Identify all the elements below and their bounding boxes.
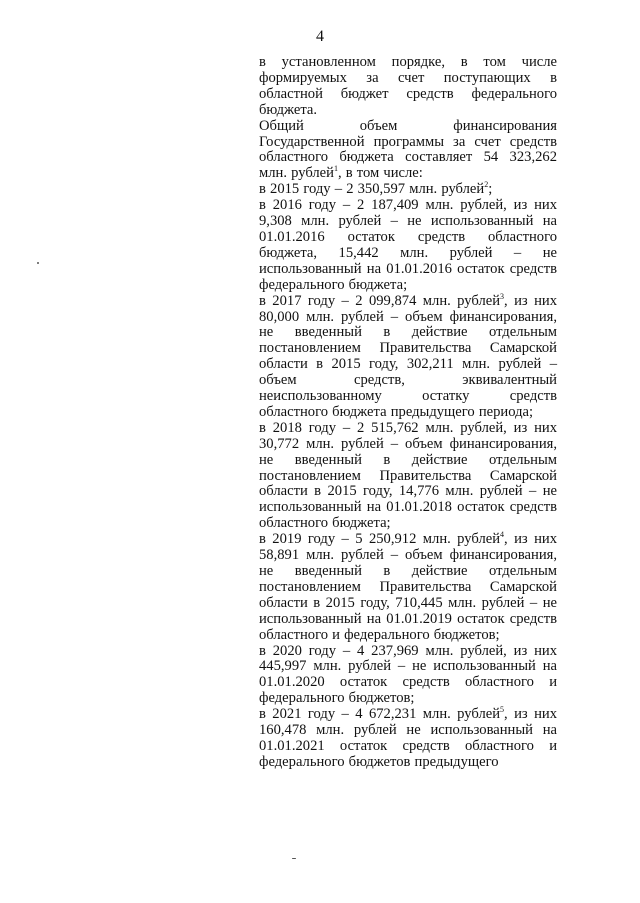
scan-speck [292,858,296,859]
document-body [259,55,557,771]
paragraph-year-2016 [259,198,557,293]
paragraph-text: в 2018 году – 2 515,762 млн. рублей, из них 30,772 млн. рублей – объем финансирования, не введенный в действие отдельным постановлением Правительства Самарской области в 2015 году, 14,776 млн. рублей – не использованный на 01.01.2018 остаток средств областного бюджета; [259,419,557,532]
paragraph-text: в 2020 году – 4 237,969 млн. рублей, из них 445,997 млн. рублей – не использованный на 01.01.2020 остаток средств областного и федерального бюджетов; [259,642,557,707]
paragraph-text: в 2019 году – 5 250,912 млн. рублей [259,531,501,548]
paragraph-tail: , в том числе: [337,165,423,182]
footnote-mark[interactable]: 1 [333,164,338,174]
page-number: 4 [316,28,324,45]
paragraph-text: Общий объем финансирования Государственной программы за счет средств областного бюджета составляет 54 323,262 млн. рублей [259,117,557,182]
paragraph-text: в 2016 году – 2 187,409 млн. рублей, из них 9,308 млн. рублей – не использованный на 01.01.2016 остаток средств областного бюджета, 15,442 млн. рублей – не использованный на 01.01.2016 остаток средств федерального бюджета; [259,197,557,293]
paragraph-text: в 2021 году – 4 672,231 млн. рублей [259,706,501,723]
paragraph-text: в 2017 году – 2 099,874 млн. рублей [259,292,501,309]
footnote-mark[interactable]: 5 [500,705,505,715]
paragraph-year-2021 [259,707,557,771]
paragraph-year-2018 [259,421,557,532]
paragraph-tail: , из них 58,891 млн. рублей – объем финансирования, не введенный в действие отдельным постановлением Правительства Самарской области в 2015 году, 710,445 млн. рублей – не использованный на 01.01.2019 остаток средств областного и федерального бюджетов; [259,531,557,643]
paragraph-total-financing [259,119,557,183]
paragraph-text: в установленном порядке, в том числе формируемых за счет поступающих в областной бюджет средств федерального бюджета. [259,54,557,118]
paragraph-year-2015 [259,182,557,198]
scan-speck [37,262,39,264]
paragraph-text: в 2015 году – 2 350,597 млн. рублей [259,181,485,198]
paragraph-year-2019 [259,532,557,643]
paragraph-year-2020 [259,644,557,708]
paragraph-tail: , из них 160,478 млн. рублей не использованный на 01.01.2021 остаток средств областного и федерального бюджетов предыдущего [259,706,557,770]
footnote-mark[interactable]: 2 [484,180,489,190]
paragraph-tail: ; [488,181,493,198]
footnote-mark[interactable]: 4 [500,530,505,540]
paragraph-intro [259,55,557,119]
footnote-mark[interactable]: 3 [500,291,505,301]
paragraph-year-2017 [259,291,557,421]
paragraph-tail: , из них 80,000 млн. рублей – объем финансирования, не введенный в действие отдельным постановлением Правительства Самарской области в 2015 году, 302,211 млн. рублей – объем средств, эквивалентный неиспользованному остатку средств областного бюджета предыдущего периода; [259,292,557,420]
